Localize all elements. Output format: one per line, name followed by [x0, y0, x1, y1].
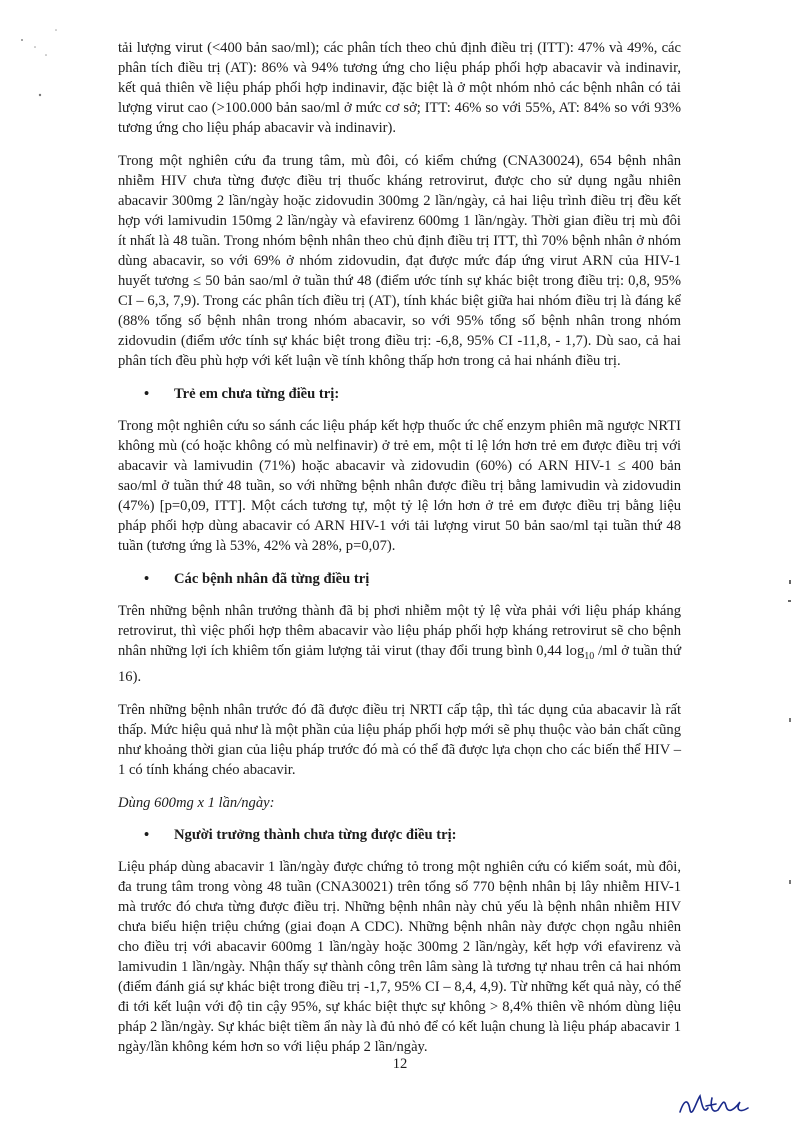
bullet-icon: • — [144, 571, 150, 587]
paragraph-viral-load-results: tải lượng virut (<400 bản sao/ml); các phân tích theo chủ định điều trị (ITT): 47% và 49%, các phân tích điều trị (AT): 86% và 94% tương ứng cho liệu pháp phối hợp abacavir và indinavir, kết quả thiên về liệu pháp phối hợp indinavir, đặc biệt là ở một nhóm nhỏ các bệnh nhân có tải lượng virut cao (>100.000 bản sao/ml ở mức cơ sở; ITT: 46% so với 55%, AT: 84% so với 93% tương ứng cho liệu pháp abacavir và indinavir). — [118, 40, 681, 136]
section-heading-adults-untreated — [144, 825, 681, 845]
page-number: 12 — [392, 1056, 408, 1072]
paragraph-adult-exposed-text: Trên những bệnh nhân trưởng thành đã bị phơi nhiễm một tỷ lệ vừa phải với liệu pháp kháng retrovirut, thì việc phối hợp thêm abacavir vào liệu pháp phối hợp kháng retrovirut sẽ cho bệnh nhân những lợi ích khiêm tốn giảm lượng tải virut (thay đổi trung bình 0,44 $\log_{10} /ml$ ở tuần thứ 16). — [118, 603, 681, 685]
heading-text: Trẻ em chưa từng điều trị: — [174, 386, 340, 402]
dosage-subheading: Dùng 600mg x 1 lần/ngày: — [118, 794, 275, 811]
document-body — [118, 38, 681, 1070]
paragraph-adult-exposed — [118, 601, 681, 687]
paragraph-cna30024-study: Trong một nghiên cứu đa trung tâm, mù đôi, có kiểm chứng (CNA30024), 654 bệnh nhân nhiễm HIV chưa từng được điều trị thuốc kháng retrovirut, được cho sử dụng ngẫu nhiên abacavir 300mg 2 lần/ngày hoặc zidovudin 300mg 2 lần/ngày, cả hai liệu trình điều trị đều kết hợp với lamivudin 150mg 2 lần/ngày và efavirenz 600mg 1 lần/ngày. Thời gian điều trị mù đôi ít nhất là 48 tuần. Trong nhóm bệnh nhân theo chủ định điều trị ITT, thì 70% bệnh nhân ở nhóm dùng abacavir, so với 69% ở nhóm zidovudin, đạt được mức đáp ứng virut ARN của HIV-1 huyết tương ≤ 50 bản sao/ml ở tuần thứ 48 (điểm ước tính sự khác biệt trong điều trị: 0,8, 95% CI – 6,3, 7,9). Trong các phân tích điều trị (AT), tính khác biệt giữa hai nhóm điều trị là đáng kể (88% tổng số bệnh nhân trong nhóm abacavir, so với 95% tổng số bệnh nhân trong nhóm zidovudin (điểm ước tính sự khác biệt trong điều trị: -6,8, 95% CI -11,8, - 1,7). Dù sao, cả hai phân tích đều phù hợp với kết luận về tính không thấp hơn trong cả hai nhánh điều trị. — [118, 153, 681, 369]
handwritten-initials — [676, 1084, 756, 1124]
paragraph-children-study: Trong một nghiên cứu so sánh các liệu pháp kết hợp thuốc ức chế enzym phiên mã ngược NRTI không mù (có hoặc không có mù nelfinavir) ở trẻ em, một tỉ lệ lớn hơn trẻ em được điều trị với abacavir và lamivudin (71%) hoặc abacavir và zidovudin (60%) có ARN HIV-1 ≤ 400 bản sao/ml ở tuần thứ 48 tuần, so với những bệnh nhân được điều trị bằng lamivudin và zidovudin (47%) [p=0,09, ITT]. Một cách tương tự, một tỷ lệ lớn hơn ở trẻ em được điều trị bằng liệu pháp phối hợp dùng abacavir có ARN HIV-1 với tải lượng virut 50 bản sao/ml tại tuần thứ 48 tuần (tương ứng là 53%, 42% và 28%, p=0,07). — [118, 418, 681, 554]
paragraph-nrti-intensive: Trên những bệnh nhân trước đó đã được điều trị NRTI cấp tập, thì tác dụng của abacavir là rất thấp. Mức hiệu quả như là một phần của liệu pháp phối hợp mới sẽ phụ thuộc vào bản chất cũng như khoảng thời gian của liệu pháp trước đó mà có thể đã được lựa chọn cho các biến thể HIV – 1 có tính kháng chéo abacavir. — [118, 701, 681, 778]
heading-text: Người trưởng thành chưa từng được điều trị: — [174, 826, 457, 843]
section-heading-children-untreated — [144, 384, 681, 404]
bullet-icon: • — [144, 386, 150, 402]
bullet-icon: • — [144, 826, 150, 843]
paragraph-cna30021-study: Liệu pháp dùng abacavir 1 lần/ngày được chứng tỏ trong một nghiên cứu có kiểm soát, mù đôi, đa trung tâm trong vòng 48 tuần (CNA30021) trên tổng số 770 bệnh nhân bị lây nhiễm HIV-1 mà trước đó chưa từng được điều trị. Những bệnh nhân này chủ yếu là bệnh nhân nhiễm HIV chưa biểu hiện triệu chứng (giai đoạn A CDC). Những bệnh nhân này được chọn ngẫu nhiên cho điều trị với abacavir 600mg 1 lần/ngày hoặc 300mg 2 lần/ngày, kết hợp với efavirenz và lamivudin 1 lần/ngày. Nhận thấy sự thành công trên lâm sàng là tương tự nhau trên cả hai nhóm (điểm đánh giá sự khác biệt trong điều trị -1,7, 95% CI – 8,4, 4,9). Từ những kết quả này, có thể đi tới kết luận với độ tin cậy 95%, sự khác biệt thực sự không > 8,4% thiên về nhóm dùng liệu pháp 2 lần/ngày. Sự khác biệt tiềm ẩn này là đủ nhỏ để có kết luận chung là liệu pháp abacavir 1 ngày/lần không kém hơn so với liệu pháp 2 lần/ngày. — [118, 858, 681, 1055]
section-heading-treated-patients — [144, 569, 681, 589]
heading-text: Các bệnh nhân đã từng điều trị — [174, 571, 370, 587]
